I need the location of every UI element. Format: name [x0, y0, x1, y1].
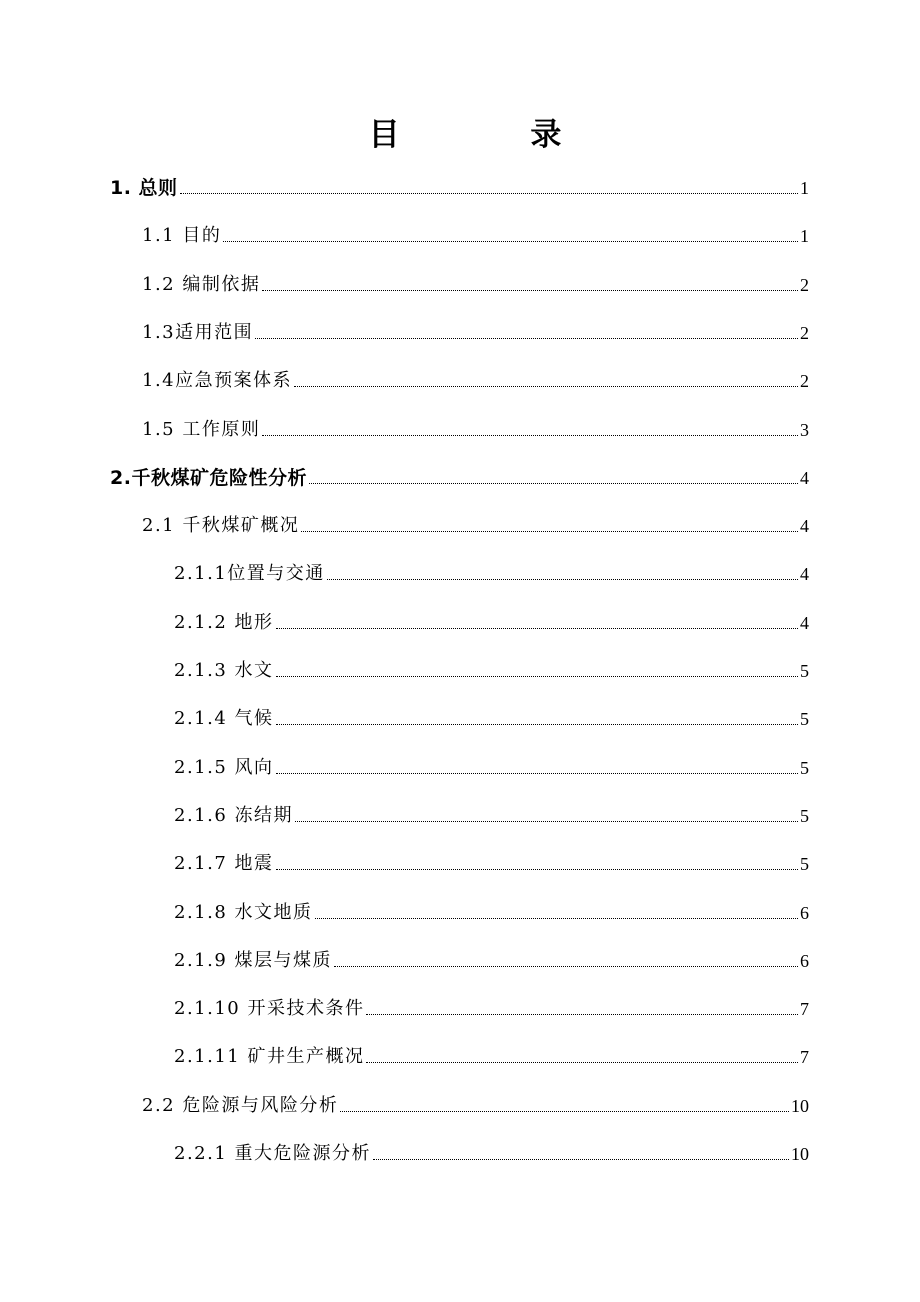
- toc-entry[interactable]: [174, 1136, 809, 1166]
- toc-entry[interactable]: [142, 412, 809, 442]
- toc-dot-leader: [301, 531, 798, 532]
- toc-dot-leader: [366, 1014, 798, 1015]
- toc-entry-label: 2.1.11 矿井生产概况: [174, 1046, 365, 1068]
- toc-dot-leader: [262, 435, 798, 436]
- toc-entry[interactable]: [174, 556, 809, 586]
- toc-entry[interactable]: [174, 895, 809, 925]
- toc-entry[interactable]: [142, 315, 809, 345]
- toc-entry[interactable]: [142, 508, 809, 538]
- toc-entry-label: 1.2 编制依据: [142, 273, 261, 295]
- toc-entry-page-number: 7: [800, 1047, 809, 1068]
- toc-entry-page-number: 6: [800, 950, 809, 971]
- toc-dot-leader: [334, 966, 798, 967]
- toc-entry-label: 2.1.5 风向: [174, 756, 274, 778]
- toc-entry-label: 2.1.10 开采技术条件: [174, 998, 365, 1020]
- toc-entry-label: 1.5 工作原则: [142, 418, 261, 440]
- toc-entry-page-number: 7: [800, 999, 809, 1020]
- toc-entry-label: 2.1.6 冻结期: [174, 804, 294, 826]
- toc-entry[interactable]: [174, 605, 809, 635]
- toc-entry-label: 2.2 危险源与风险分析: [142, 1094, 339, 1116]
- toc-entry-label: 2.1.3 水文: [174, 660, 274, 681]
- toc-entry-page-number: 5: [800, 854, 809, 875]
- toc-dot-leader: [295, 821, 798, 822]
- toc-title: 目 录: [368, 117, 622, 153]
- toc-entry-label: 1. 总则: [110, 177, 178, 199]
- toc-entry-label: 2.1.1位置与交通: [174, 563, 325, 585]
- toc-dot-leader: [276, 724, 798, 725]
- toc-entry-label: 1.1 目的: [142, 225, 222, 247]
- toc-dot-leader: [276, 676, 798, 677]
- toc-entry-page-number: 2: [800, 371, 809, 392]
- toc-entry-page-number: 2: [800, 274, 809, 295]
- toc-entry-page-number: 10: [791, 1144, 809, 1164]
- toc-entry[interactable]: [174, 1039, 809, 1069]
- toc-entry-page-number: 5: [800, 757, 809, 778]
- toc-entry-label: 2.1.2 地形: [174, 611, 274, 633]
- toc-entry-label: 2.1.7 地震: [174, 853, 274, 875]
- toc-entry-label: 1.4应急预案体系: [142, 370, 293, 392]
- toc-entry[interactable]: [142, 267, 809, 297]
- toc-entry[interactable]: [110, 460, 809, 490]
- toc-entry[interactable]: [142, 363, 809, 393]
- toc-dot-leader: [340, 1111, 789, 1112]
- toc-entry[interactable]: [174, 701, 809, 731]
- toc-entry-page-number: 4: [800, 516, 809, 537]
- toc-entry-page-number: 5: [800, 805, 809, 826]
- toc-entry-label: 2.1.9 煤层与煤质: [174, 949, 333, 971]
- toc-dot-leader: [262, 290, 798, 291]
- toc-dot-leader: [276, 773, 798, 774]
- toc-dot-leader: [255, 338, 798, 339]
- toc-entry-label: 2.1 千秋煤矿概况: [142, 515, 300, 537]
- toc-entry[interactable]: [174, 943, 809, 973]
- toc-dot-leader: [327, 579, 798, 580]
- toc-entry-label: 2.1.4 气候: [174, 708, 274, 730]
- toc-entry-label: 2.千秋煤矿危险性分析: [110, 466, 307, 489]
- toc-dot-leader: [373, 1159, 789, 1160]
- toc-entry-page-number: 10: [791, 1095, 809, 1116]
- toc-entry[interactable]: [142, 1088, 809, 1118]
- toc-dot-leader: [223, 241, 798, 242]
- toc-entry[interactable]: [142, 218, 809, 248]
- toc-entry[interactable]: [174, 653, 809, 683]
- toc-entry-label: 1.3适用范围: [142, 321, 254, 343]
- toc-dot-leader: [366, 1062, 798, 1063]
- toc-entry-page-number: 4: [800, 612, 809, 633]
- toc-entry-page-number: 1: [800, 226, 809, 247]
- toc-entry-page-number: 1: [800, 178, 809, 198]
- toc-dot-leader: [180, 193, 798, 194]
- toc-dot-leader: [276, 869, 798, 870]
- toc-dot-leader: [276, 628, 798, 629]
- toc-dot-leader: [315, 918, 798, 919]
- toc-entry-page-number: 4: [800, 467, 809, 488]
- toc-entry-page-number: 5: [800, 661, 809, 681]
- toc-entry-page-number: 2: [800, 322, 809, 343]
- toc-entry-page-number: 4: [800, 564, 809, 585]
- toc-entry[interactable]: [174, 798, 809, 828]
- toc-entry-page-number: 5: [800, 709, 809, 730]
- toc-dot-leader: [309, 483, 798, 484]
- toc-entry[interactable]: [110, 170, 809, 200]
- toc-entry[interactable]: [174, 846, 809, 876]
- toc-entry[interactable]: [174, 991, 809, 1021]
- toc-entry-page-number: 6: [800, 902, 809, 923]
- toc-entry[interactable]: [174, 750, 809, 780]
- toc-dot-leader: [294, 386, 798, 387]
- toc-entry-label: 2.1.8 水文地质: [174, 901, 313, 923]
- toc-entry-label: 2.2.1 重大危险源分析: [174, 1143, 372, 1164]
- toc-entry-page-number: 3: [800, 419, 809, 440]
